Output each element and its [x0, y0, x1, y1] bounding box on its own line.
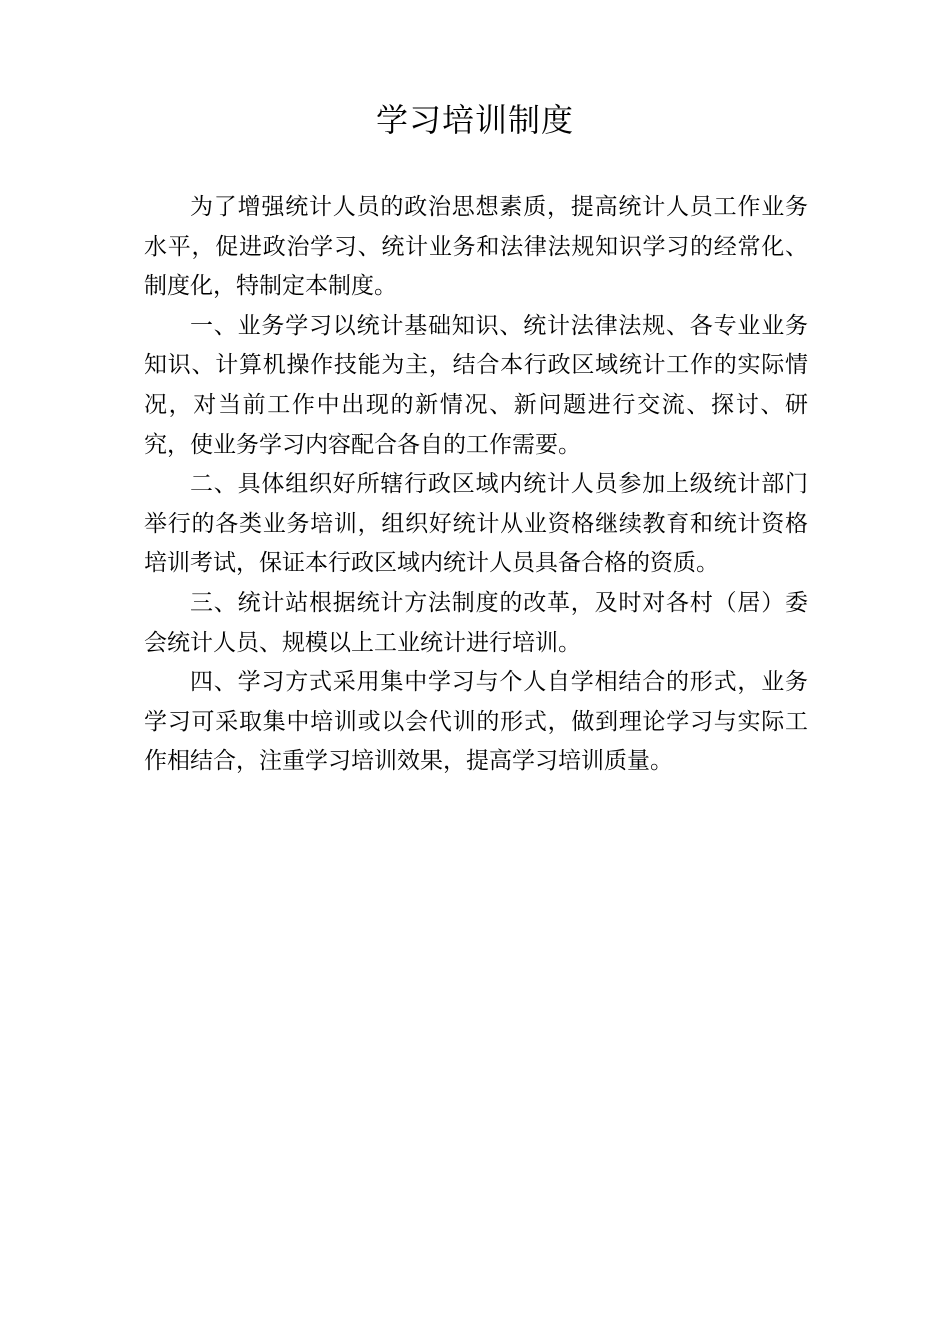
paragraph-item-2: 二、具体组织好所辖行政区域内统计人员参加上级统计部门举行的各类业务培训，组织好统计从业资格继续教育和统计资格培训考试，保证本行政区域内统计人员具备合格的资质。: [144, 471, 808, 577]
document-body: [144, 188, 808, 782]
paragraph-item-4: 四、学习方式采用集中学习与个人自学相结合的形式，业务学习可采取集中培训或以会代训的形式，做到理论学习与实际工作相结合，注重学习培训效果，提高学习培训质量。: [144, 669, 808, 775]
paragraph-intro: 为了增强统计人员的政治思想素质，提高统计人员工作业务水平，促进政治学习、统计业务和法律法规知识学习的经常化、制度化，特制定本制度。: [144, 194, 808, 300]
document-title: 学习培训制度: [375, 101, 574, 139]
paragraph-item-3: 三、统计站根据统计方法制度的改革，及时对各村（居）委会统计人员、规模以上工业统计进行培训。: [144, 589, 808, 656]
paragraph-item-1: 一、业务学习以统计基础知识、统计法律法规、各专业业务知识、计算机操作技能为主，结合本行政区域统计工作的实际情况，对当前工作中出现的新情况、新问题进行交流、探讨、研究，使业务学习内容配合各自的工作需要。: [144, 312, 808, 458]
